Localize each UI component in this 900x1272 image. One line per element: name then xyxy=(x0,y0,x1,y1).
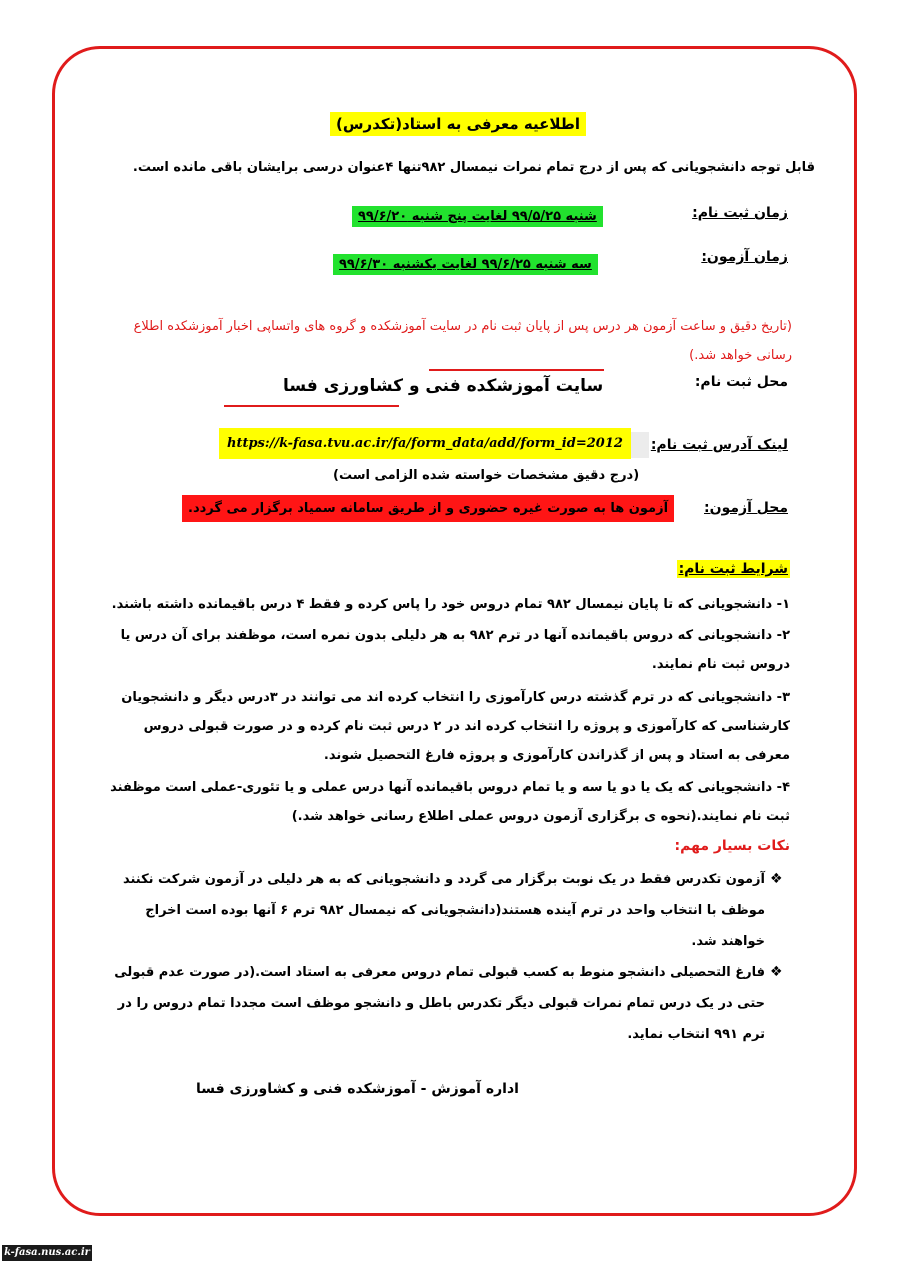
important-note-1: آزمون تکدرس فقط در یک نوبت برگزار می گردد و دانشجویانی که به هر دلیلی در آزمون شرکت نکنند موظف با انتخاب واحد در ترم آینده هستند(دانشجویانی که نیمسال ۹۸۲ ترم ۶ آنها بوده است اخراج خواهند شد. xyxy=(122,872,765,949)
registration-time-label: زمان ثبت نام: xyxy=(692,205,788,221)
registration-time-value: شنبه ۹۹/۵/۲۵ لغایت پنج شنبه ۹۹/۶/۲۰ xyxy=(352,206,603,227)
page-title: اطلاعیه معرفی به استاد(تکدرس) xyxy=(330,112,586,136)
site-top-rule xyxy=(429,369,604,371)
exam-date-note: (تاریخ دقیق و ساعت آزمون هر درس پس از پایان ثبت نام در سایت آموزشکده و گروه های واتساپی اخبار آموزشکده اطلاع رسانی خواهد شد.) xyxy=(133,319,792,363)
exam-time-value: سه شنبه ۹۹/۶/۲۵ لغایت یکشنبه ۹۹/۶/۳۰ xyxy=(333,254,598,275)
condition-1: ۱- دانشجویانی که تا پایان نیمسال ۹۸۲ تمام دروس خود را پاس کرده و فقط ۴ درس باقیمانده داشته باشند. xyxy=(111,597,790,612)
bullet-diamond-icon: ❖ xyxy=(770,871,783,887)
intro-text: قابل توجه دانشجویانی که پس از درج تمام نمرات نیمسال ۹۸۲تنها ۴عنوان درسی برایشان باقی مانده است. xyxy=(132,160,815,175)
signature: اداره آموزش - آموزشکده فنی و کشاورزی فسا xyxy=(196,1081,519,1097)
important-note-2: فارغ التحصیلی دانشجو منوط به کسب قبولی تمام دروس معرفی به استاد است.(در صورت عدم قبولی حتی در یک درس تمام نمرات قبولی دیگر تکدرس باطل و دانشجو موظف است مجددا تمام دروس را در ترم ۹۹۱ انتخاب نماید. xyxy=(114,965,765,1042)
bullet-diamond-icon: ❖ xyxy=(770,964,783,980)
exam-place-value: آزمون ها به صورت غیره حضوری و از طریق سامانه سمیاد برگزار می گردد. xyxy=(182,495,674,522)
condition-3: ۳- دانشجویانی که در ترم گذشته درس کارآموزی را انتخاب کرده اند می توانند در ۳درس دیگر و دانشجویان کارشناسی که کارآموزی و پروژه را انتخاب کرده اند در ۲ درس ثبت نام کرده و در صورت قبولی دروس معرفی به استاد و پس از گذراندن کارآموزی و پروژه فارغ التحصیل شوند. xyxy=(121,690,790,763)
registration-link-label: لینک آدرس ثبت نام: xyxy=(650,437,788,453)
registration-link-note: (درج دقیق مشخصات خواسته شده الزامی است) xyxy=(333,468,640,483)
registration-place-label: محل ثبت نام: xyxy=(694,374,788,390)
registration-place-value: سایت آموزشکده فنی و کشاورزی فسا xyxy=(283,376,604,396)
registration-link[interactable]: https://k-fasa.tvu.ac.ir/fa/form_data/add/form_id=2012 xyxy=(219,428,631,459)
footer-logo: k-fasa.nus.ac.ir xyxy=(2,1245,92,1261)
conditions-title: شرایط ثبت نام: xyxy=(678,561,788,577)
condition-4: ۴- دانشجویانی که یک یا دو یا سه و یا تمام دروس باقیمانده آنها درس عملی و یا تئوری-عملی است موظفند ثبت نام نمایند.(نحوه ی برگزاری آزمون دروس عملی اطلاع رسانی خواهد شد.) xyxy=(110,780,790,824)
site-bottom-rule xyxy=(224,405,399,407)
condition-2: ۲- دانشجویانی که دروس باقیمانده آنها در ترم ۹۸۲ به هر دلیلی بدون نمره است، موظفند برای آن درس یا دروس ثبت نام نمایند. xyxy=(120,628,790,672)
exam-place-label: محل آزمون: xyxy=(704,500,788,516)
exam-time-label: زمان آزمون: xyxy=(701,249,788,265)
important-title: نکات بسیار مهم: xyxy=(674,838,790,854)
